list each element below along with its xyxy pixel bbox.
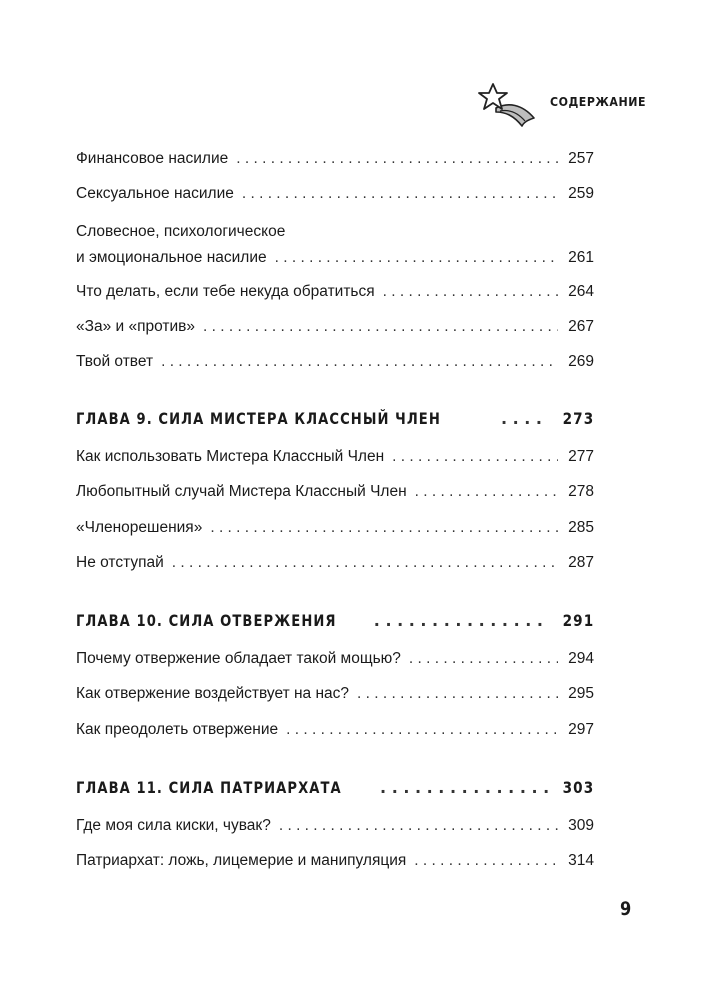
- toc-page-number: 285: [568, 519, 594, 536]
- toc-page-number: 277: [568, 448, 594, 465]
- dot-leader: [415, 479, 558, 505]
- toc-entry: [76, 646, 594, 672]
- toc-entry-title: ГЛАВА 11. СИЛА ПАТРИАРХАТА: [76, 778, 342, 797]
- dot-leader: [357, 681, 558, 707]
- toc-entry-title: Финансовое насилие: [76, 150, 229, 167]
- toc-entry-title: Где моя сила киски, чувак?: [76, 817, 271, 834]
- toc-entry: [76, 444, 594, 470]
- dot-leader: [380, 775, 549, 801]
- toc-page-number: 294: [568, 650, 594, 667]
- dot-leader: [275, 245, 558, 271]
- toc-entry: [76, 219, 594, 271]
- toc-page-number: 303: [562, 778, 594, 797]
- toc-page-number: 278: [568, 483, 594, 500]
- toc-page-number: 259: [568, 185, 594, 202]
- toc-entry-title: Не отступай: [76, 554, 164, 571]
- dot-leader: [374, 608, 549, 634]
- toc-page-number: 264: [568, 283, 594, 300]
- toc-chapter: [76, 406, 594, 432]
- toc-entry-title: Любопытный случай Мистера Классный Член: [76, 483, 407, 500]
- toc-entry-title: Почему отвержение обладает такой мощью?: [76, 650, 401, 667]
- toc-entry-title: «За» и «против»: [76, 318, 196, 335]
- dot-leader: [409, 646, 558, 672]
- page-number: 9: [619, 898, 632, 920]
- dot-leader: [501, 406, 549, 432]
- toc-page-number: 267: [568, 318, 594, 335]
- toc-entry-title: ГЛАВА 9. СИЛА МИСТЕРА КЛАССНЫЙ ЧЛЕН: [76, 409, 441, 428]
- toc-entry-title: Как отвержение воздействует на нас?: [76, 685, 350, 702]
- shooting-star-icon: [478, 78, 540, 128]
- toc-page-number: 269: [568, 353, 594, 370]
- dot-leader: [414, 848, 558, 874]
- dot-leader: [161, 349, 558, 375]
- toc-entry: [76, 717, 594, 743]
- toc-page-number: 309: [568, 817, 594, 834]
- toc-page-number: 295: [568, 685, 594, 702]
- running-header: [478, 78, 658, 128]
- toc-entry-title: и эмоциональное насилие: [76, 249, 267, 266]
- toc-entry: [76, 181, 594, 207]
- dot-leader: [279, 813, 558, 839]
- toc-entry-title: «Членорешения»: [76, 519, 203, 536]
- toc-page-number: 273: [562, 409, 594, 428]
- toc-entry-title: Как использовать Мистера Классный Член: [76, 448, 385, 465]
- toc-entry: [76, 314, 594, 340]
- toc-entry-title: Что делать, если тебе некуда обратиться: [76, 283, 375, 300]
- toc-entry: [76, 813, 594, 839]
- toc-entry-title: Сексуальное насилие: [76, 185, 234, 202]
- toc-entry: [76, 279, 594, 305]
- toc-entry: [76, 550, 594, 576]
- dot-leader: [236, 146, 558, 172]
- toc-page-number: 297: [568, 721, 594, 738]
- toc-chapter: [76, 775, 594, 801]
- toc-page-number: 287: [568, 554, 594, 571]
- toc-entry-title: Патриархат: ложь, лицемерие и манипуляция: [76, 852, 407, 869]
- dot-leader: [383, 279, 558, 305]
- toc-page-number: 261: [568, 249, 594, 266]
- toc-page-number: 257: [568, 150, 594, 167]
- toc-entry-title: Твой ответ: [76, 353, 154, 370]
- dot-leader: [210, 515, 558, 541]
- toc-chapter: [76, 608, 594, 634]
- dot-leader: [286, 717, 558, 743]
- toc-entry: [76, 479, 594, 505]
- toc-entry: [76, 681, 594, 707]
- toc-entry: [76, 349, 594, 375]
- toc-page-number: 291: [562, 611, 594, 630]
- toc-page-number: 314: [568, 852, 594, 869]
- dot-leader: [172, 550, 558, 576]
- header-title: СОДЕРЖАНИЕ: [550, 94, 646, 109]
- toc-entry-title: Как преодолеть отвержение: [76, 721, 279, 738]
- toc-entry: [76, 146, 594, 172]
- dot-leader: [242, 181, 558, 207]
- toc-entry-title: ГЛАВА 10. СИЛА ОТВЕРЖЕНИЯ: [76, 611, 337, 630]
- toc-entry: [76, 848, 594, 874]
- toc-entry: [76, 515, 594, 541]
- dot-leader: [203, 314, 558, 340]
- dot-leader: [392, 444, 558, 470]
- toc-entry-title: Словесное, психологическое: [76, 223, 286, 240]
